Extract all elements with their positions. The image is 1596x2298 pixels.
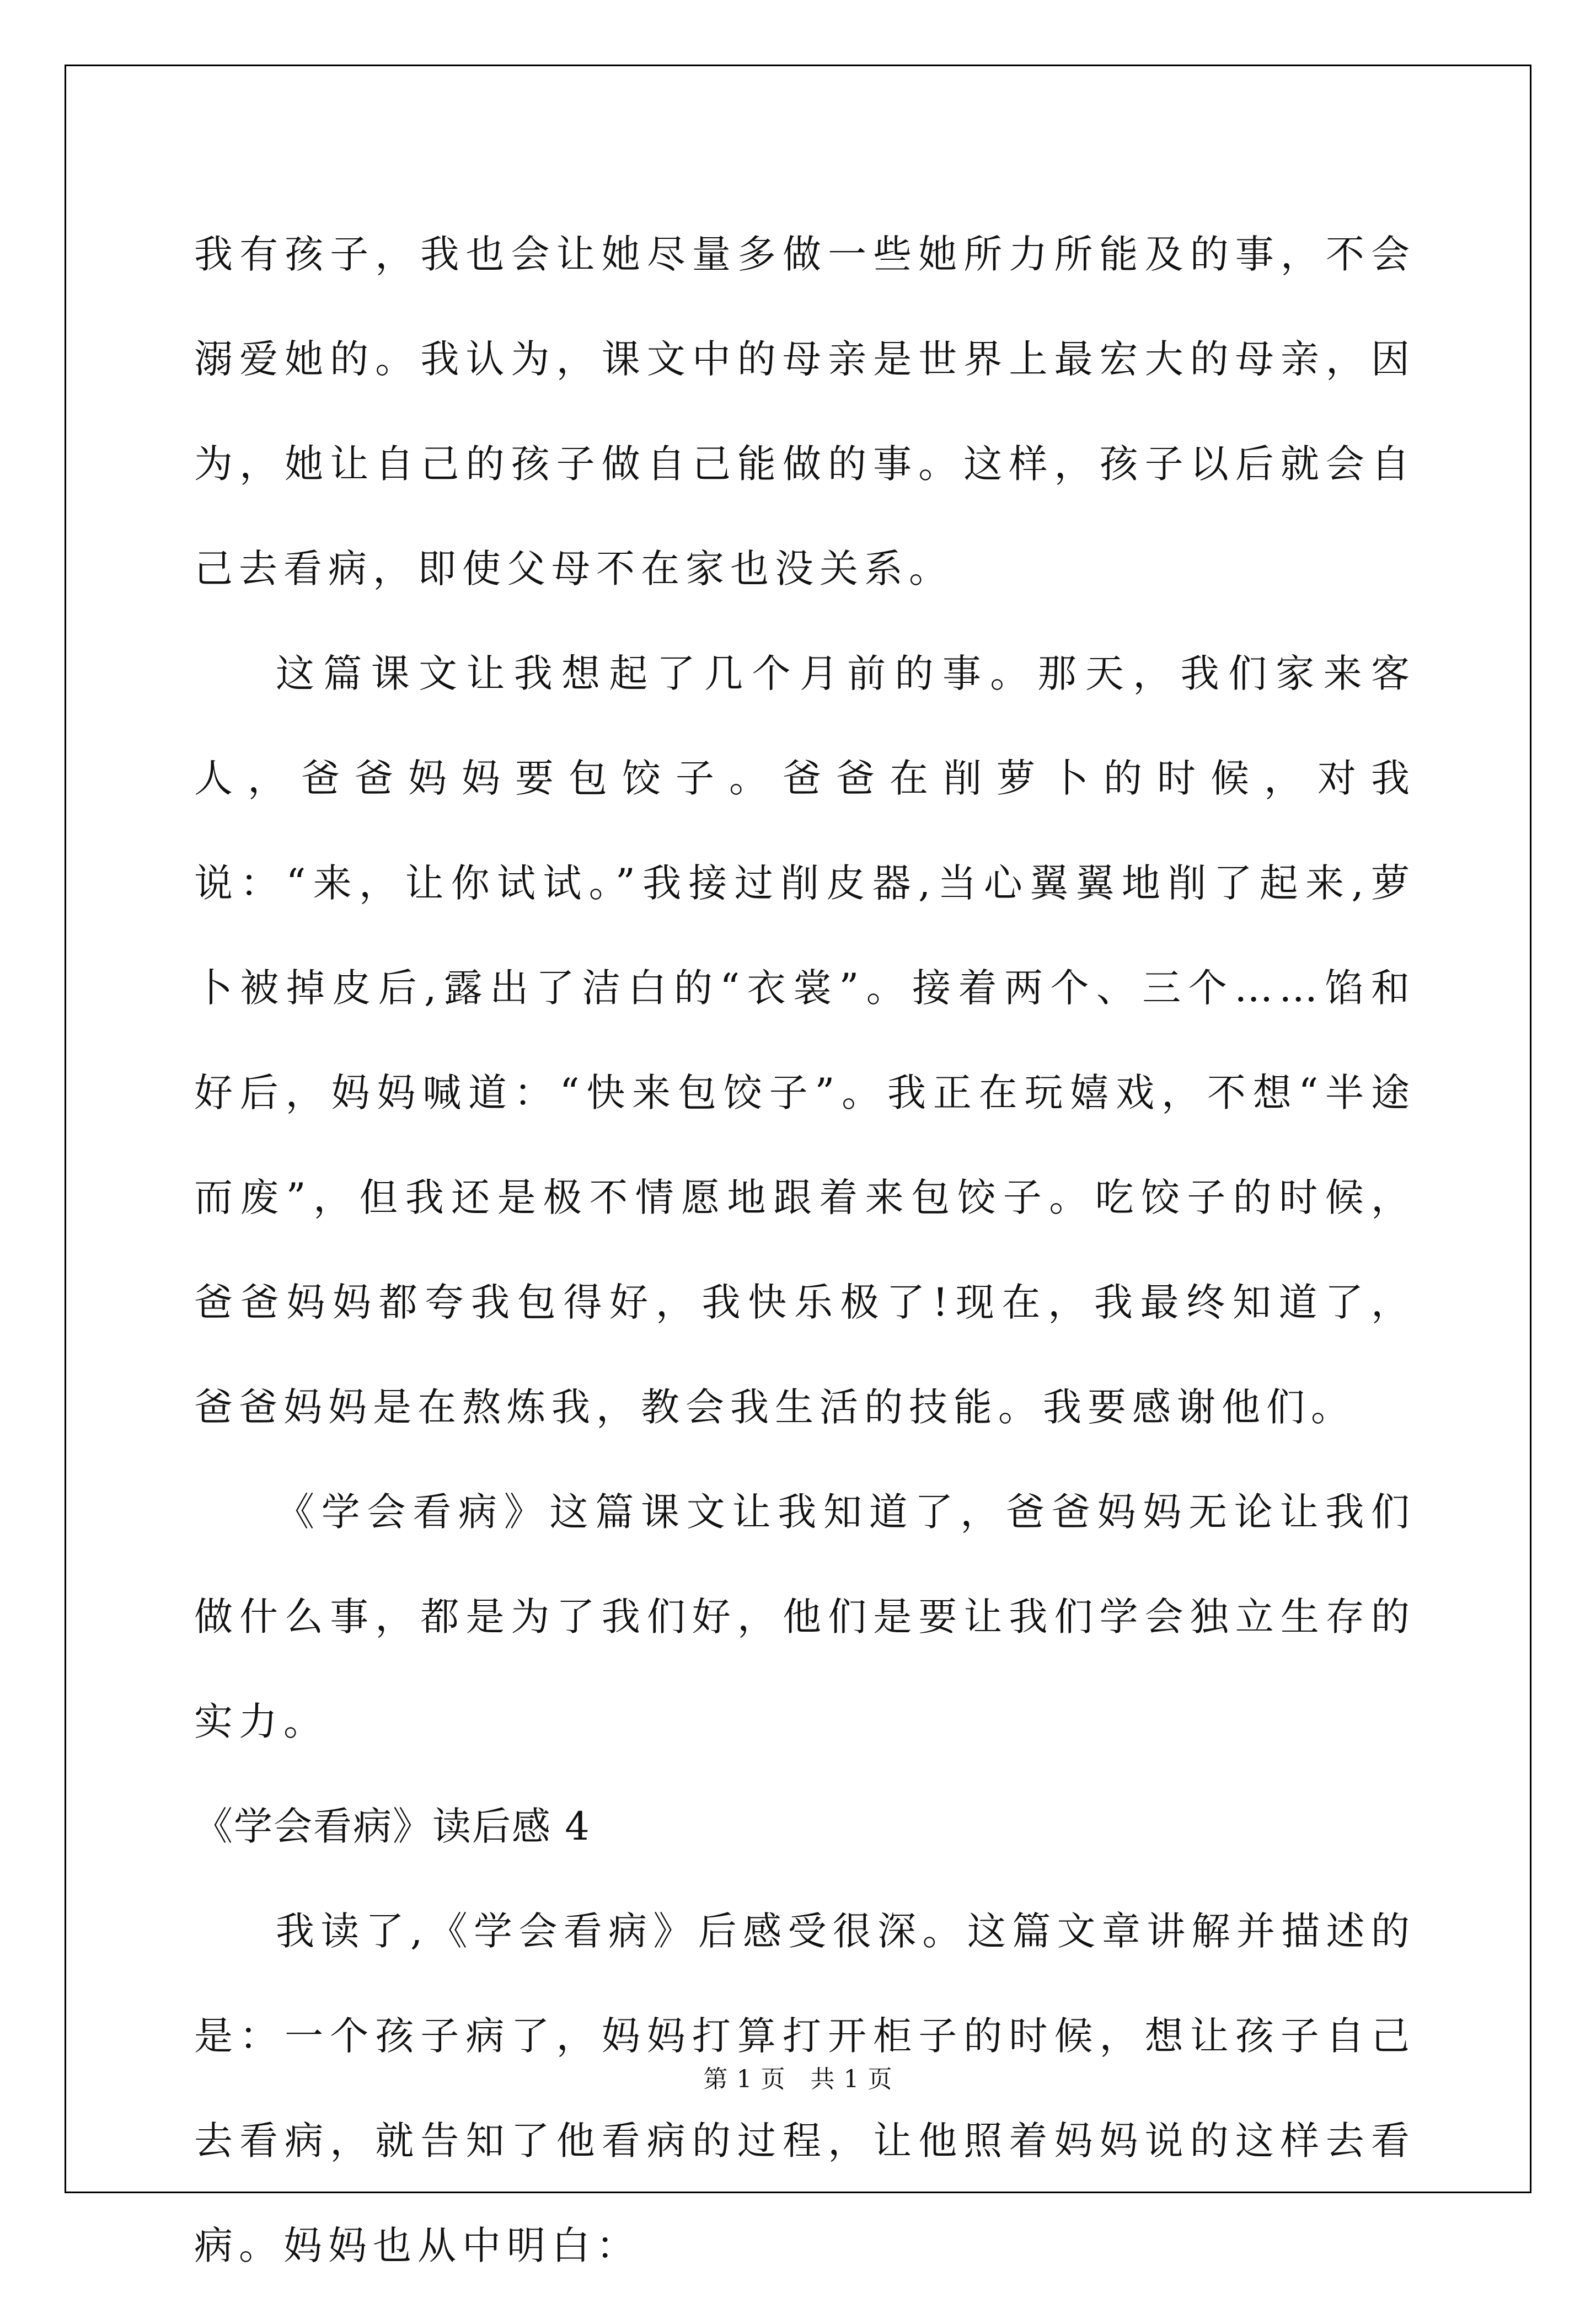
paragraph-1: 我有孩子，我也会让她尽量多做一些她所力所能及的事，不会溺爱她的。我认为，课文中的母亲是世界上最宏大的母亲，因为，她让自己的孩子做自己能做的事。这样，孩子以后就会自己去看病，即使父母不在家也没关系。 (194, 232, 1416, 591)
section-heading: 《学会看病》读后感 4 (194, 1804, 591, 1849)
page-footer: 第 1 页 共 1 页 (703, 2065, 893, 2093)
paragraph-3: 《学会看病》这篇课文让我知道了，爸爸妈妈无论让我们做什么事，都是为了我们好，他们是要让我们学会独立生存的实力。 (194, 1489, 1416, 1744)
paragraph-2: 这篇课文让我想起了几个月前的事。那天，我们家来客人，爸爸妈妈要包饺子。爸爸在削萝卜的时候，对我说：“来，让你试试。”我接过削皮器,当心翼翼地削了起来,萝卜被掉皮后,露出了洁白的“衣裳”。接着两个、三个……馅和好后，妈妈喊道：“快来包饺子”。我正在玩嬉戏，不想“半途而废”，但我还是极不情愿地跟着来包饺子。吃饺子的时候，爸爸妈妈都夸我包得好，我快乐极了!现在，我最终知道了，爸爸妈妈是在熬炼我，教会我生活的技能。我要感谢他们。 (194, 651, 1416, 1430)
document-body (194, 202, 1416, 2298)
paragraph-4: 我读了,《学会看病》后感受很深。这篇文章讲解并描述的是：一个孩子病了，妈妈打算打开柜子的时候，想让孩子自己去看病，就告知了他看病的过程，让他照着妈妈说的这样去看病。妈妈也从中明白： (194, 1909, 1416, 2268)
